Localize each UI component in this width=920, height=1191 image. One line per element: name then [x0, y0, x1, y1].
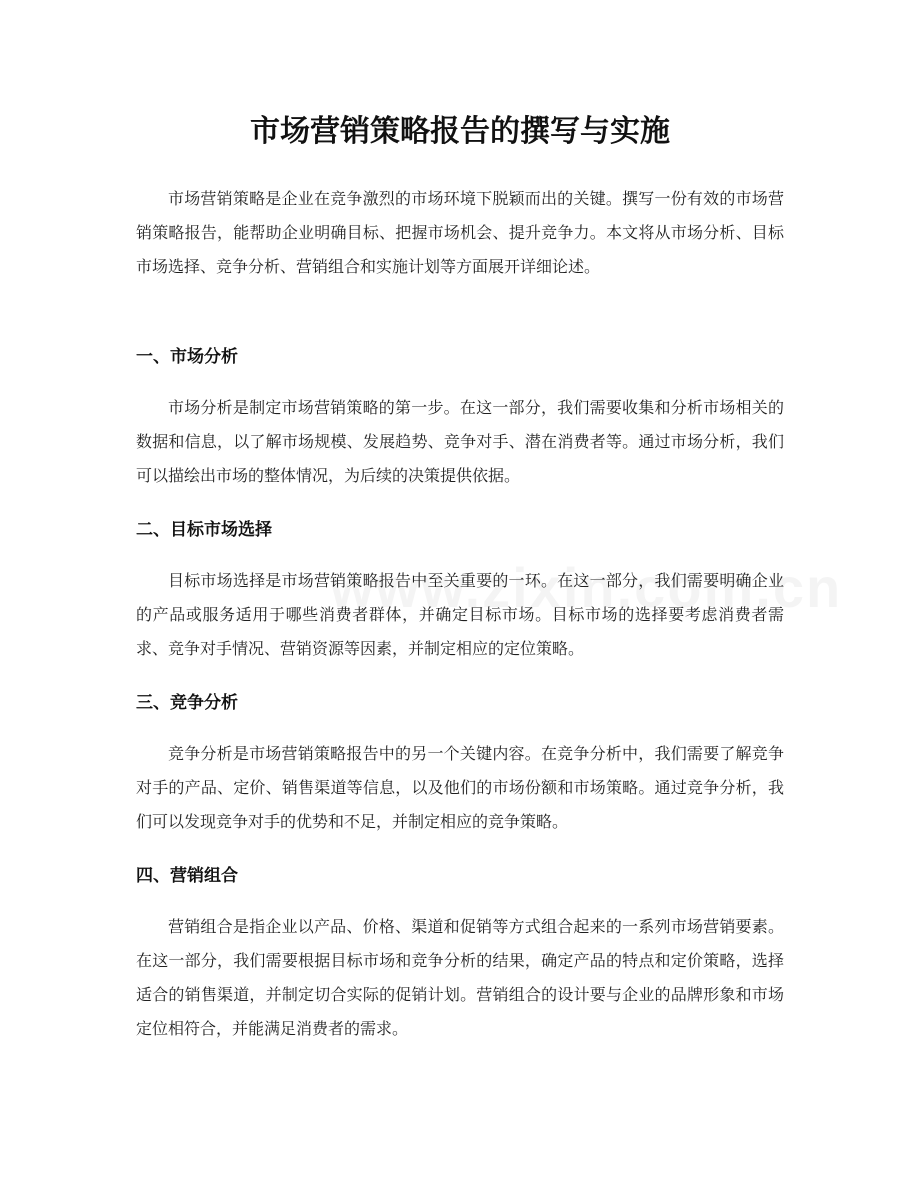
section-body-competition-analysis: 竞争分析是市场营销策略报告中的另一个关键内容。在竞争分析中，我们需要了解竞争对手的产品、定价、销售渠道等信息，以及他们的市场份额和市场策略。通过竞争分析，我们可以发现竞争对手的优势和不足，并制定相应的竞争策略。	[136, 744, 784, 831]
section-heading-market-analysis: 一、市场分析	[136, 347, 238, 367]
section-heading-target-market: 二、目标市场选择	[136, 520, 272, 540]
section-body-target-market: 目标市场选择是市场营销策略报告中至关重要的一环。在这一部分，我们需要明确企业的产品或服务适用于哪些消费者群体，并确定目标市场。目标市场的选择要考虑消费者需求、竞争对手情况、营销资源等因素，并制定相应的定位策略。	[136, 571, 784, 658]
section-body-market-analysis: 市场分析是制定市场营销策略的第一步。在这一部分，我们需要收集和分析市场相关的数据和信息，以了解市场规模、发展趋势、竞争对手、潜在消费者等。通过市场分析，我们可以描绘出市场的整体情况，为后续的决策提供依据。	[136, 398, 784, 485]
section-heading-competition-analysis: 三、竞争分析	[136, 693, 238, 713]
document-title: 市场营销策略报告的撰写与实施	[250, 114, 670, 149]
section-heading-marketing-mix: 四、营销组合	[136, 866, 238, 886]
intro-paragraph: 市场营销策略是企业在竞争激烈的市场环境下脱颖而出的关键。撰写一份有效的市场营销策略报告，能帮助企业明确目标、把握市场机会、提升竞争力。本文将从市场分析、目标市场选择、竞争分析、营销组合和实施计划等方面展开详细论述。	[136, 189, 784, 276]
section-body-marketing-mix: 营销组合是指企业以产品、价格、渠道和促销等方式组合起来的一系列市场营销要素。在这一部分，我们需要根据目标市场和竞争分析的结果，确定产品的特点和定价策略，选择适合的销售渠道，并制定切合实际的促销计划。营销组合的设计要与企业的品牌形象和市场定位相符合，并能满足消费者的需求。	[136, 917, 784, 1038]
